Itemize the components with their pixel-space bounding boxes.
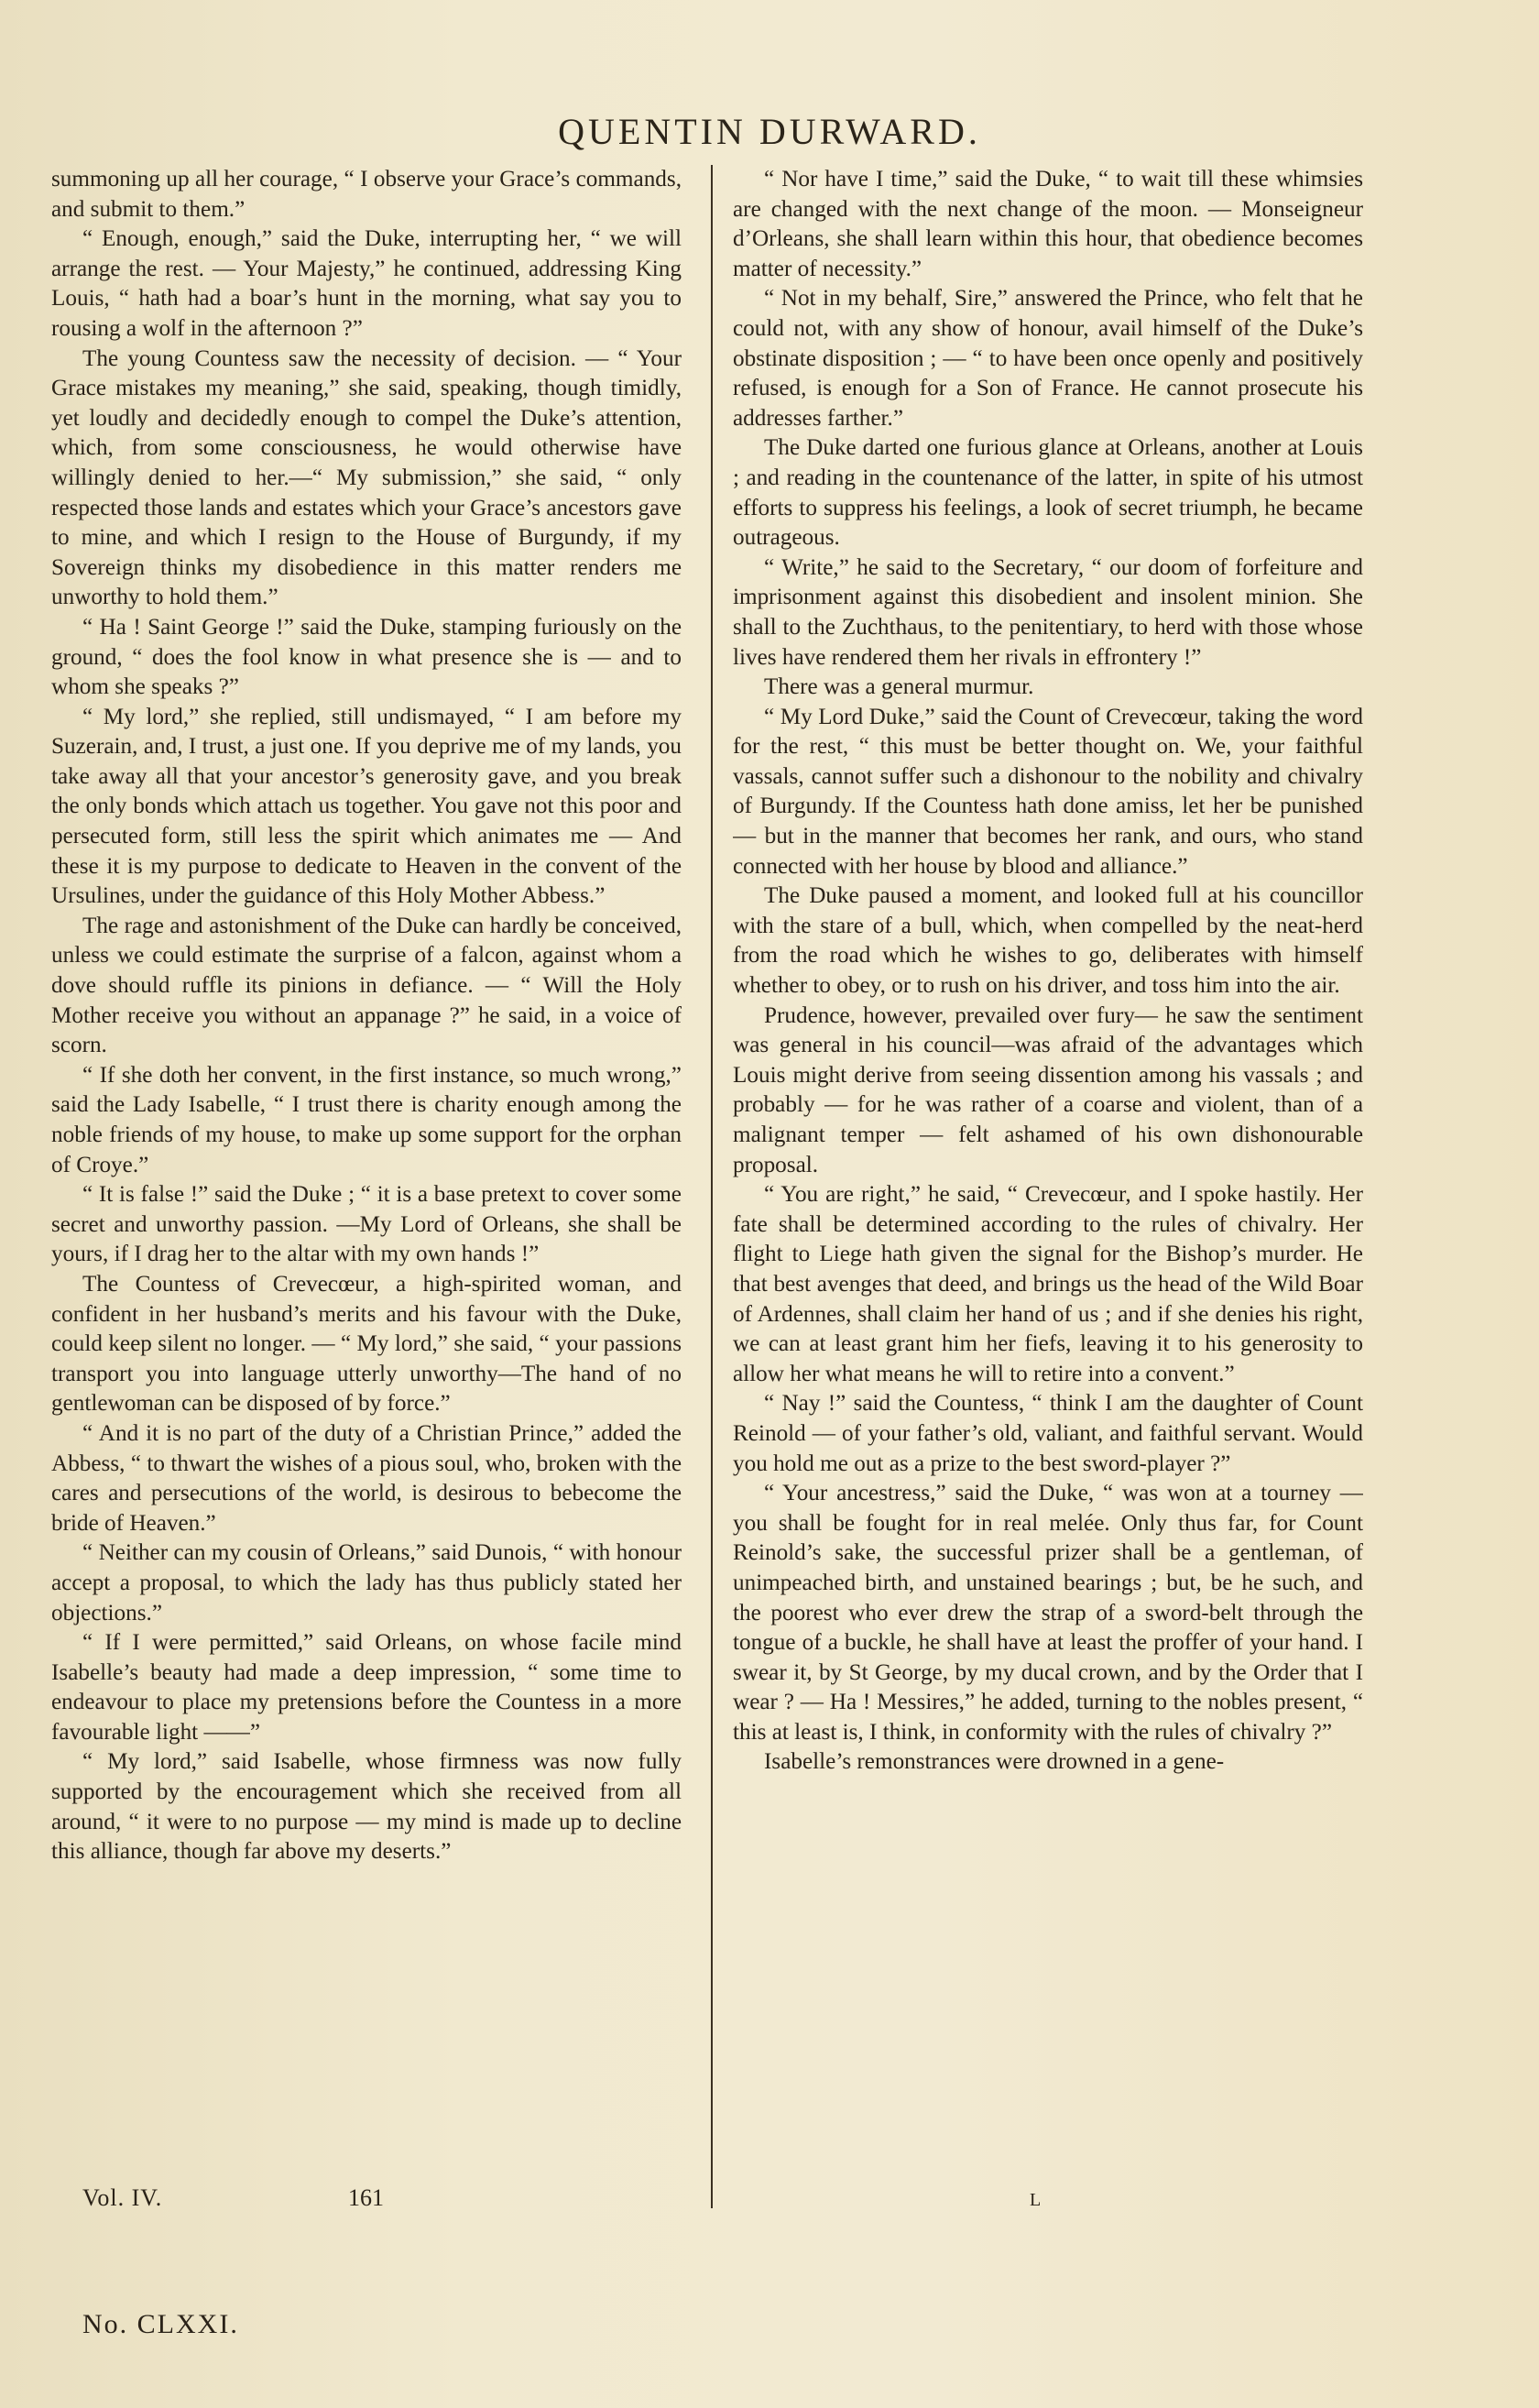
right-column [733, 165, 1363, 2190]
page-footer [82, 2184, 632, 2221]
paragraph: “ Nor have I time,” said the Duke, “ to wait till these whimsies are changed with the next change of the moon. — Monseigneur d’Orleans, she shall learn within this hour, that obedience becomes matter of necessity.” [733, 167, 1363, 281]
paragraph: “ You are right,” he said, “ Crevecœur, and I spoke hastily. Her fate shall be determined according to the rules of chivalry. Her flight to Liege hath given the signal for the Bishop’s murder. He that best avenges that deed, and brings us the head of the Wild Boar of Ardennes, shall claim her hand of us ; and if she denies his right, we can at least grant him her fiefs, leaving it to his generosity to allow her what means he will to retire into a convent.” [733, 1182, 1363, 1386]
paragraph: “ Write,” he said to the Secretary, “ our doom of forfeiture and imprisonment against this disobedient and insolent minion. She shall to the Zuchthaus, to the penitentiary, to herd with those whose lives have rendered them her rivals in effrontery !” [733, 554, 1363, 670]
left-column [51, 165, 682, 2190]
paragraph: “ Enough, enough,” said the Duke, interrupting her, “ we will arrange the rest. — Your Majesty,” he continued, addressing King Louis, “ hath had a boar’s hunt in the morning, what say you to rousing a wolf in the afternoon ?” [51, 226, 682, 341]
paragraph: “ If she doth her convent, in the first instance, so much wrong,” said the Lady Isabelle, “ I trust there is charity enough among the noble friends of my house, to make up some support for the orphan of Croye.” [51, 1062, 682, 1177]
paragraph: Isabelle’s remonstrances were drowned in a gene- [764, 1749, 1225, 1775]
paragraph: “ Neither can my cousin of Orleans,” said Dunois, “ with honour accept a proposal, to which the lady has thus publicly stated her objections.” [51, 1540, 682, 1625]
text-columns [51, 165, 1363, 2190]
paragraph: The Duke paused a moment, and looked full at his councillor with the stare of a bull, which, when compelled by the neat-herd from the road which he wishes to go, deliberates with himself whether to obey, or to rush on his driver, and toss him into the air. [733, 883, 1363, 999]
signature-mark: L [1030, 2190, 1042, 2210]
paragraph: “ My Lord Duke,” said the Count of Crevecœur, taking the word for the rest, “ this must be better thought on. We, your faithful vassals, cannot suffer such a dishonour to the nobility and chivalry of Burgundy. If the Countess hath done amiss, let her be punished — but in the manner that becomes her rank, and ours, who stand connected with her house by blood and alliance.” [733, 704, 1363, 879]
paragraph: “ Nay !” said the Countess, “ think I am the daughter of Count Reinold — of your father’s old, valiant, and faithful servant. Would you hold me out as a prize to the best sword-player ?” [733, 1391, 1363, 1476]
paragraph: “ If I were permitted,” said Orleans, on whose facile mind Isabelle’s beauty had made a deep impression, “ some time to endeavour to place my pretensions before the Countess in a more favourable light ——” [51, 1630, 682, 1745]
paragraph: The rage and astonishment of the Duke can hardly be conceived, unless we could estimate the surprise of a falcon, against whom a dove should ruffle its pinions in defiance. — “ Will the Holy Mother receive you without an appanage ?” he said, in a voice of scorn. [51, 913, 682, 1058]
paragraph: The young Countess saw the necessity of decision. — “ Your Grace mistakes my meaning,” she said, speaking, though timidly, yet loudly and decidedly enough to compel the Duke’s attention, which, from some consciousness, he would otherwise have willingly denied to her.—“ My submission,” she said, “ only respected those lands and estates which your Grace’s ancestors gave to mine, and which I resign to the House of Burgundy, if my Sovereign thinks my disobedience in this matter renders me unworthy to hold them.” [51, 345, 682, 610]
paragraph: Prudence, however, prevailed over fury— he saw the sentiment was general in his council—was afraid of the advantages which Louis might derive from seeing dissention among his vassals ; and probably — for he was rather of a coarse and violent, than of a malignant temper — felt ashamed of his own dishonourable proposal. [733, 1002, 1363, 1177]
paragraph: “ My lord,” she replied, still undismayed, “ I am before my Suzerain, and, I trust, a just one. If you deprive me of my lands, you take away all that your ancestor’s generosity gave, and you break the only bonds which attach us together. You gave not this poor and persecuted form, still less the spirit which animates me — And these it is my purpose to dedicate to Heaven in the convent of the Ursulines, under the guidance of this Holy Mother Abbess.” [51, 704, 682, 909]
page-number: 161 [348, 2184, 384, 2211]
volume-label: Vol. IV. [82, 2184, 163, 2211]
issue-number: No. CLXXI. [82, 2309, 239, 2339]
running-head-title: QUENTIN DURWARD. [558, 111, 981, 152]
paragraph: “ And it is no part of the duty of a Christian Prince,” added the Abbess, “ to thwart the wishes of a pious soul, who, broken with the cares and persecutions of the world, is desirous to bebecome the bride of Heaven.” [51, 1420, 682, 1536]
paragraph: The Countess of Crevecœur, a high-spirited woman, and confident in her husband’s merits and his favour with the Duke, could keep silent no longer. — “ My lord,” she said, “ your passions transport you into language utterly unworthy—The hand of no gentlewoman can be disposed of by force.” [51, 1271, 682, 1417]
paragraph: “ Your ancestress,” said the Duke, “ was won at a tourney — you shall be fought for in real melée. Only thus far, for Count Reinold’s sake, the successful prizer shall be a gentleman, of unimpeached birth, and unstained bearings ; but, be he such, and the poorest who ever drew the strap of a sword-belt through the tongue of a buckle, he shall have at least the proffer of your hand. I swear it, by St George, by my ducal crown, and by the Order that I wear ? — Ha ! Messires,” he added, turning to the nobles present, “ this at least is, I think, in conformity with the rules of chivalry ?” [733, 1481, 1363, 1745]
paragraph: The Duke darted one furious glance at Orleans, another at Louis ; and reading in the countenance of the latter, in spite of his utmost efforts to suppress his feelings, a look of secret triumph, he became outrageous. [733, 435, 1363, 551]
paragraph: There was a general murmur. [764, 674, 1034, 700]
paragraph: “ It is false !” said the Duke ; “ it is a base pretext to cover some secret and unworthy passion. —My Lord of Orleans, she shall be yours, if I drag her to the altar with my own hands !” [51, 1182, 682, 1267]
column-divider [711, 165, 713, 2208]
paragraph: “ Ha ! Saint George !” said the Duke, stamping furiously on the ground, “ does the fool know in what presence she is — and to whom she speaks ?” [51, 614, 682, 700]
paragraph: summoning up all her courage, “ I observe your Grace’s commands, and submit to them.” [51, 167, 682, 222]
paragraph: “ My lord,” said Isabelle, whose firmness was now fully supported by the encouragement which she received from all around, “ it were to no purpose — my mind is made up to decline this alliance, though far above my deserts.” [51, 1749, 682, 1865]
paragraph: “ Not in my behalf, Sire,” answered the Prince, who felt that he could not, with any show of honour, avail himself of the Duke’s obstinate disposition ; — “ to have been once openly and positively refused, is enough for a Son of France. He cannot prosecute his addresses farther.” [733, 286, 1363, 431]
